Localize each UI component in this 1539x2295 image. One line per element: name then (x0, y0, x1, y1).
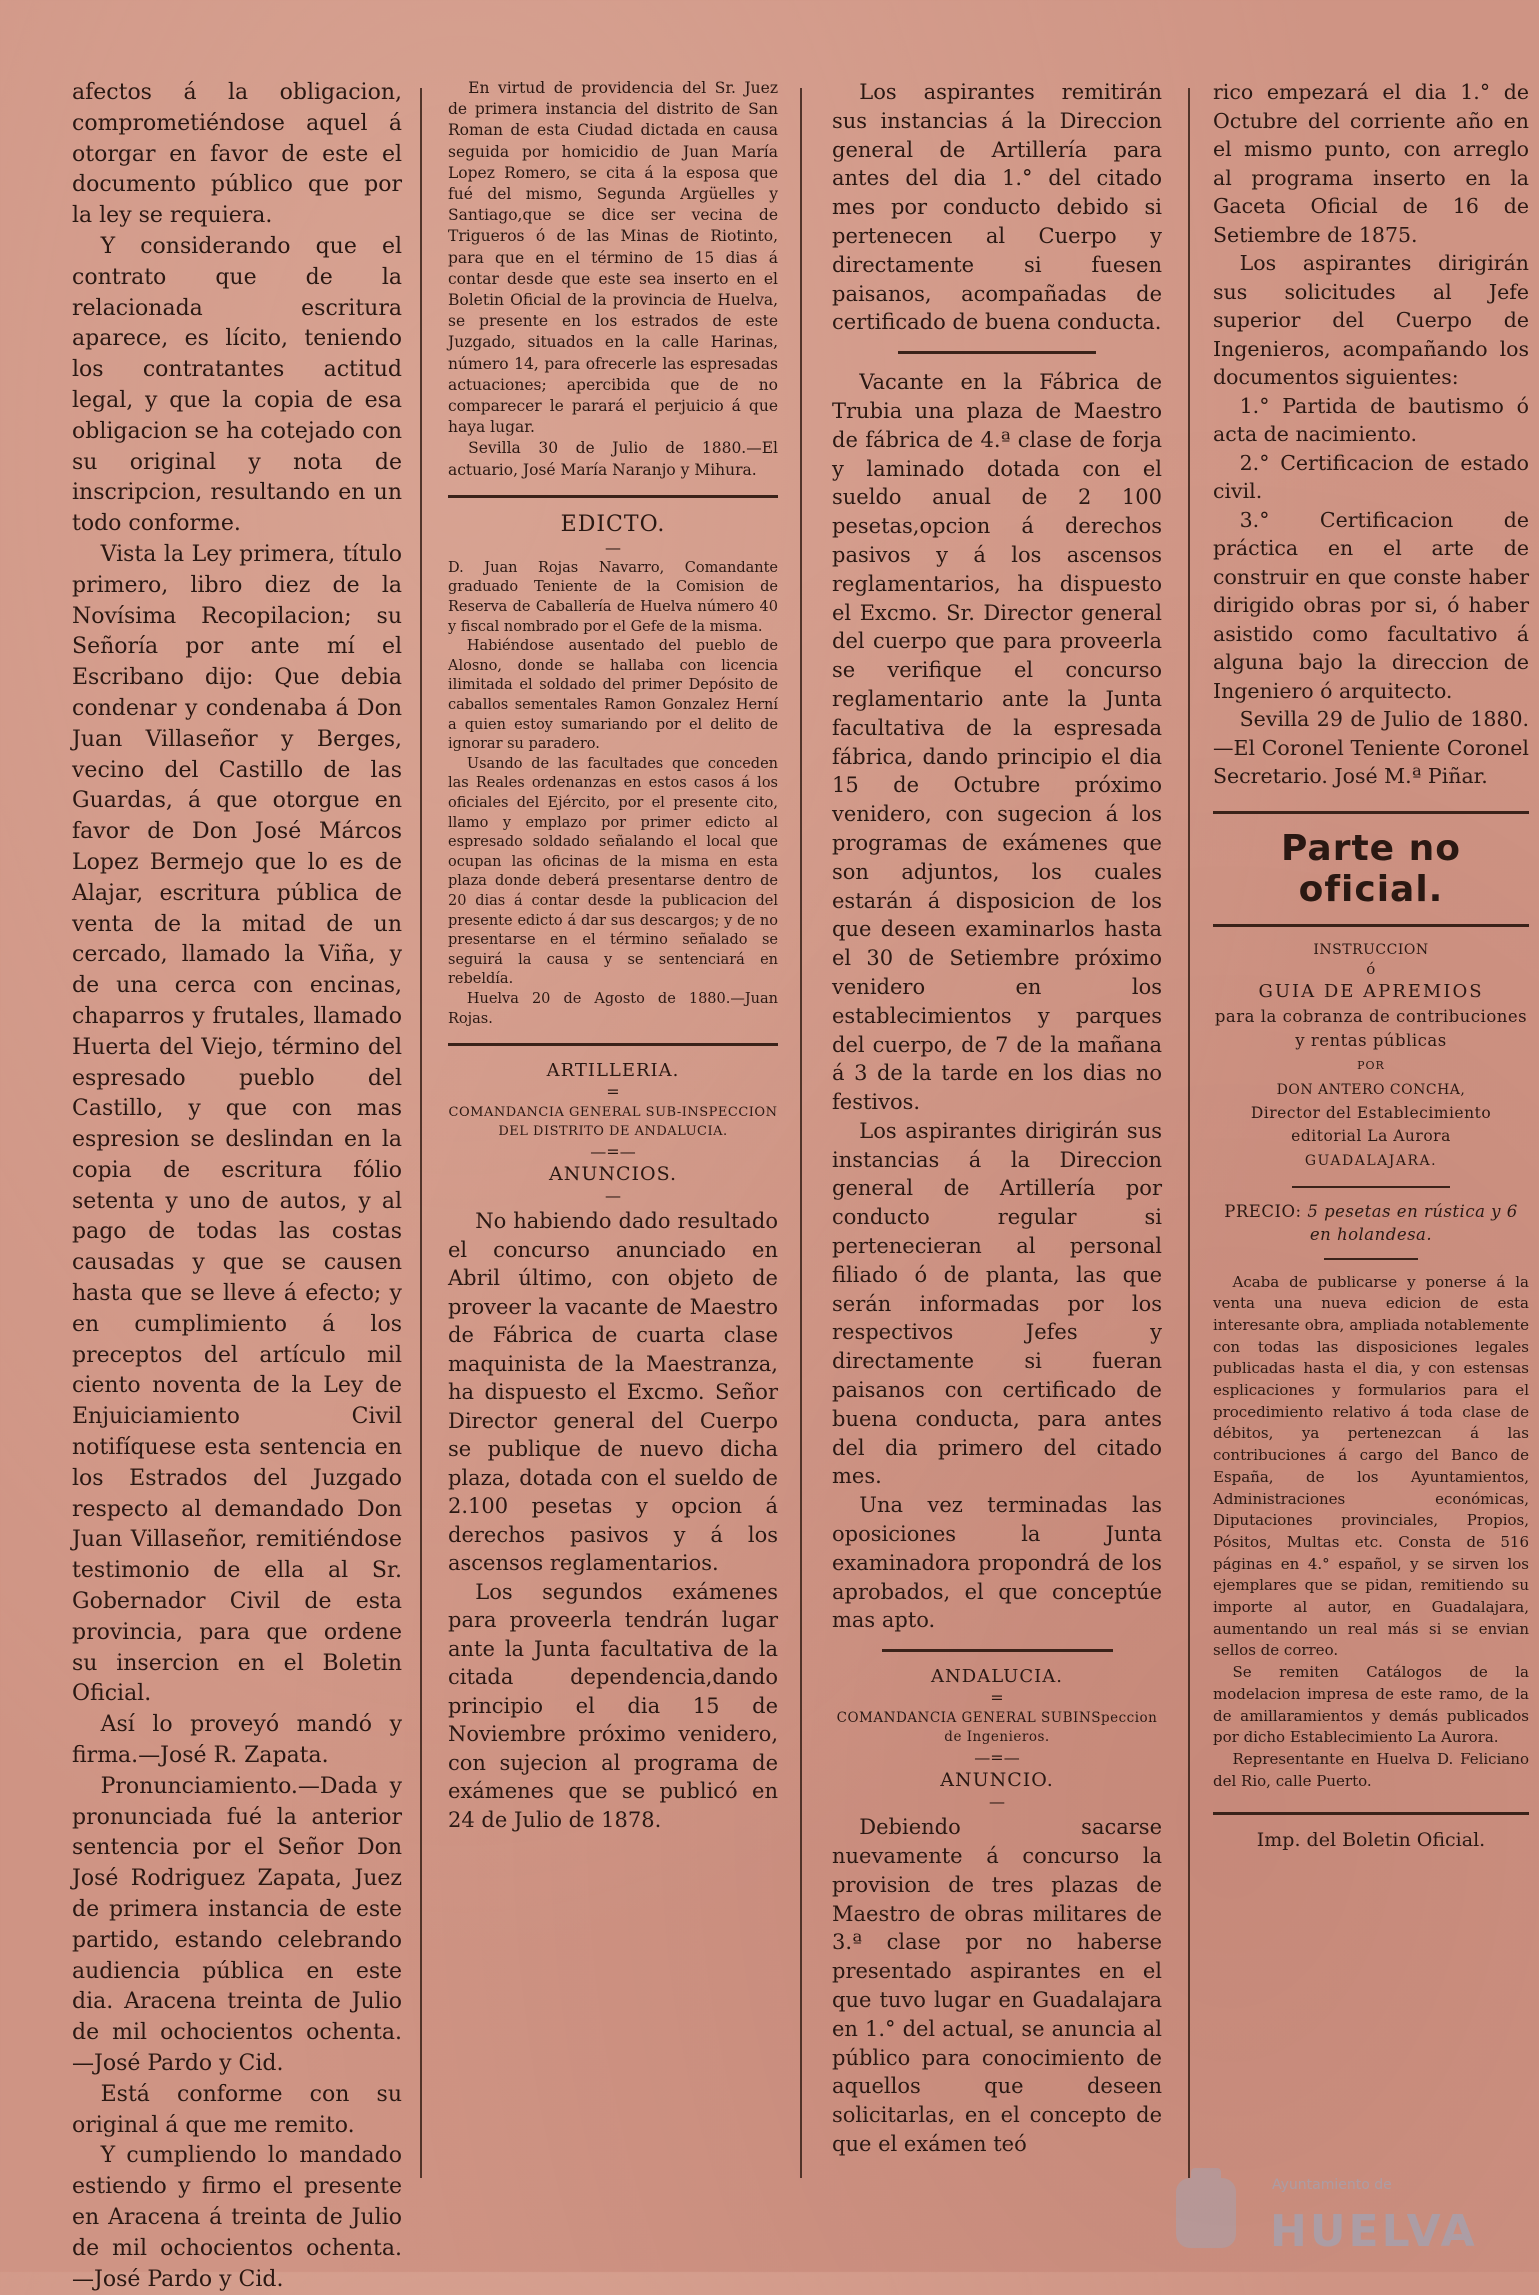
list-item: 2.° Certificacion de estado civil. (1213, 450, 1529, 503)
paragraph: afectos á la obligacion, comprometiéndose aquel á otorgar en favor de este el documento público que por la ley se requiera. (72, 80, 402, 229)
list-item: 3.° Certificacion de práctica en el arte de construir en que conste haber dirigido obras por si, ó haber asistido como facultativo á alguna bajo la direccion de Ingeniero ó arquitecto. (1213, 507, 1529, 703)
book-title-line: INSTRUCCION (1313, 941, 1429, 958)
paragraph: Huelva 20 de Agosto de 1880.—Juan Rojas. (448, 990, 778, 1027)
paragraph: Así lo proveyó mandó y firma.—José R. Zapata. (72, 1712, 402, 1769)
divider (1292, 1186, 1450, 1188)
column-rule-1 (420, 88, 422, 2178)
city: GUADALAJARA. (1304, 1152, 1438, 1169)
book-title-line: ó (1366, 959, 1376, 978)
paragraph: D. Juan Rojas Navarro, Comandante graduado Teniente de la Comision de Reserva de Caballería de Huelva número 40 y fiscal nombrado por el Gefe de la misma. (448, 559, 778, 635)
price-value: 5 pesetas en rústica y 6 en holandesa. (1307, 1201, 1518, 1244)
divider (1213, 1812, 1529, 1815)
divider (1324, 1258, 1419, 1260)
paragraph: Habiéndose ausentado del pueblo de Alosno, donde se hallaba con licencia ilimitada el soldado del primer Depósito de caballos sementales Ramon Gonzalez Herní a quien estoy sumariando por el delito de ignorar su paradero. (448, 638, 778, 753)
book-title: GUIA DE APREMIOS (1258, 980, 1484, 1002)
divider-dash: = (606, 1082, 620, 1102)
paragraph: Los segundos exámenes para proveerla tendrán lugar ante la Junta facultativa de la citada dependencia,dando principio el dia 15 de Noviembre próximo venidero, con sujecion al programa de exámenes que se publicó en 24 de Julio de 1878. (448, 1579, 778, 1832)
section-title: ARTILLERIA. (546, 1060, 680, 1082)
watermark-name: HUELVA (1270, 2206, 1478, 2257)
divider (1213, 811, 1529, 814)
paragraph: Y cumpliendo lo mandado estiendo y firmo el presente en Aracena á treinta de Julio de mil ochocientos ochenta.—José Pardo y Cid. (72, 2143, 402, 2292)
printer-line: Imp. del Boletin Oficial. (1256, 1829, 1486, 1852)
paragraph: Representante en Huelva D. Feliciano del Rio, calle Puerto. (1213, 1749, 1529, 1790)
paragraph: Usando de las facultades que conceden las Reales ordenanzas en estos casos á los oficiales del Ejército, por el presente cito, llamo y emplazo por primer edicto al espresado soldado señalando el local que ocupan las oficinas de la misma en esta plaza donde deberá presentarse dentro de 20 dias á contar desde la publicacion del presente edicto á dar sus descargos; y de no presentarse en el término señalado se seguirá la causa y se sentenciará en rebeldía. (448, 755, 778, 988)
divider (1213, 924, 1529, 927)
paragraph: rico empezará el dia 1.° de Octubre del corriente año en el mismo punto, con arreglo al programa inserto en la Gaceta Oficial de 16 de Setiembre de 1875. (1213, 80, 1529, 247)
by-line: POR (1357, 1058, 1385, 1072)
price-label: PRECIO: (1224, 1201, 1302, 1221)
paragraph: Se remiten Catálogos de la modelacion impresa de este ramo, de la de amillaramientos y demás publicados por dicho Establecimiento La Aurora. (1213, 1663, 1529, 1747)
divider-dash: = (990, 1688, 1004, 1708)
divider-dash: —=— (974, 1748, 1020, 1768)
paragraph: Y considerando que el contrato que de la relacionada escritura aparece, es lícito, teniendo los contratantes actitud legal, y que la copia de esa obligacion se ha cotejado con su original y nota de inscripcion, resultando en un todo conforme. (72, 233, 402, 537)
column-3 (832, 78, 1162, 2159)
paragraph: Sevilla 30 de Julio de 1880.—El actuario, José María Naranjo y Mihura. (448, 439, 778, 479)
book-title-line: para la cobranza de contribuciones (1214, 1006, 1528, 1026)
paragraph: No habiendo dado resultado el concurso anunciado en Abril último, con objeto de proveer la vacante de Maestro de Fábrica de cuarta clase maquinista de la Maestranza, ha dispuesto el Excmo. Señor Director general del Cuerpo se publique de nuevo dicha plaza, dotada con el sueldo de 2.100 pesetas y opcion á derechos pasivos y á los ascensos reglamentarios. (448, 1209, 778, 1576)
column-rule-3 (1188, 88, 1190, 2178)
column-1 (72, 78, 402, 2295)
divider (448, 495, 778, 498)
price (1213, 1200, 1529, 1246)
paragraph: Vacante en la Fábrica de Trubia una plaza de Maestro de fábrica de 4.ª clase de forja y laminado dotada con el sueldo anual de 2 100 pesetas,opcion á derechos pasivos y á los ascensos reglamentarios, ha dispuesto el Excmo. Sr. Director general del cuerpo que para proveerla se verifique el concurso reglamentario ante la Junta facultativa de la espresada fábrica, dando principio el dia 15 de Octubre próximo venidero, con sugecion á los programas de exámenes que son adjuntos, los cuales estarán á disposicion de los que deseen examinarlos hasta el 30 de Setiembre próximo venidero en los establecimientos y parques del cuerpo, de 7 de la mañana á 3 de la tarde en los dias no festivos. (832, 370, 1162, 1115)
author-title: Director del Establecimiento editorial La Aurora (1250, 1103, 1492, 1145)
watermark-caption: Ayuntamiento de (1272, 2177, 1392, 2193)
column-rule-2 (800, 88, 802, 2178)
list-item: 1.° Partida de bautismo ó acta de nacimiento. (1213, 393, 1529, 446)
paragraph: En virtud de providencia del Sr. Juez de primera instancia del distrito de San Roman de esta Ciudad dictada en causa seguida por homicidio de Juan María Lopez Romero, se cita á la esposa que fué del mismo, Segunda Argüelles y Santiago,que se dice ser vecina de Trigueros ó de las Minas de Riotinto, para que en el término de 15 dias á contar desde que este sea inserto en el Boletin Oficial de la provincia de Huelva, se presente en los estrados de este Juzgado, situados en la calle Harinas, número 14, para ofrecerle las espresadas actuaciones; apercibida que de no comparecer le parará el perjuicio á que haya lugar. (448, 79, 778, 437)
column-2 (448, 78, 778, 1834)
paragraph: Vista la Ley primera, título primero, libro diez de la Novísima Recopilacion; su Señoría por ante mí el Escribano dijo: Que debia condenar y condenaba á Don Juan Villaseñor y Berges, vecino del Castillo de las Guardas, á que otorgue en favor de Don José Márcos Lopez Bermejo que lo es de Alajar, escritura pública de venta de la mitad de un cercado, llamado la Viña, y de una cerca con encinas, chaparros y frutales, llamado Huerta del Viejo, término del espresado pueblo del Castillo, y que con mas espresion se deslindan en la copia de escritura fólio setenta y uno de autos, y al pago de todas las costas causadas y que se causen hasta que se lleve á efecto; y en cumplimiento á los preceptos del artículo mil ciento noventa de la Ley de Enjuiciamiento Civil notifíquese esta sentencia en los Estrados del Juzgado respecto al demandado Don Juan Villaseñor, remitiéndose testimonio de ella al Sr. Gobernador Civil de esta provincia, para que ordene su insercion en el Boletin Oficial. (72, 541, 402, 1707)
divider (898, 351, 1096, 354)
paragraph: Una vez terminadas las oposiciones la Junta examinadora propondrá de los aprobados, el que conceptúe mas apto. (832, 1493, 1162, 1633)
paragraph: Pronunciamiento.—Dada y pronunciada fué la anterior sentencia por el Señor Don José Rodriguez Zapata, Juez de primera instancia de este partido, estando celebrando audiencia pública en este dia. Aracena treinta de Julio de mil ochocientos ochenta.—José Pardo y Cid. (72, 1773, 402, 2076)
paragraph: Los aspirantes remitirán sus instancias á la Direccion general de Artillería para antes del dia 1.° del citado mes por conducto debido si pertenecen al Cuerpo y directamente si fuesen paisanos, acompañadas de certificado de buena conducta. (832, 80, 1162, 335)
section-title: EDICTO. (560, 511, 666, 537)
section-title: ANUNCIOS. (549, 1163, 677, 1186)
author-name: DON ANTERO CONCHA, (1276, 1081, 1466, 1098)
divider-dash: —=— (590, 1142, 636, 1162)
paragraph: Sevilla 29 de Julio de 1880. —El Coronel Teniente Coronel Secretario. José M.ª Piñar. (1213, 707, 1529, 788)
column-4 (1213, 78, 1529, 1851)
section-title: ANUNCIO. (940, 1769, 1054, 1792)
book-title-line: y rentas públicas (1295, 1030, 1447, 1050)
divider (448, 1043, 778, 1046)
divider-dash: — (989, 1792, 1005, 1812)
paragraph: Está conforme con su original á que me remito. (72, 2081, 402, 2138)
section-subtitle: COMANDANCIA GENERAL SUBINSpeccion de Ingenieros. (836, 1710, 1158, 1746)
section-title: ANDALUCIA. (931, 1666, 1063, 1688)
section-heading: Parte no oficial. (1281, 827, 1461, 910)
paragraph: Debiendo sacarse nuevamente á concurso la provision de tres plazas de Maestro de obras militares de 3.ª clase por no haberse presentado aspirantes en el que tuvo lugar en Guadalajara en 1.° del actual, se anuncia al público para conocimiento de aquellos que deseen solicitarlas, en el concepto de que el exámen teó (832, 1815, 1162, 2156)
paragraph: Los aspirantes dirigirán sus instancias á la Direccion general de Artillería por conducto regular si pertenecieran al personal filiado ó de planta, las que serán informadas por los respectivos Jefes y directamente si fueran paisanos con certificado de buena conducta, para antes del dia primero del citado mes. (832, 1118, 1162, 1489)
divider-dash: — (605, 537, 621, 557)
divider-dash: — (605, 1186, 621, 1206)
divider (882, 1649, 1113, 1652)
paragraph: Acaba de publicarse y ponerse á la venta una nueva edicion de esta interesante obra, ampliada notablemente con todas las disposiciones legales publicadas hasta el dia, y con estensas esplicaciones y formularios para el procedimiento relativo á toda clase de débitos, ya pertenezcan á las contribuciones á cargo del Banco de España, de los Ayuntamientos, Administraciones económicas, Diputaciones provinciales, Propios, Pósitos, Multas etc. Consta de 516 páginas en 4.° español, y se sirven los ejemplares que se pidan, remitiendo su importe al autor, en Guadalajara, aumentando un real más si se envian sellos de correo. (1213, 1272, 1529, 1660)
section-subtitle: COMANDANCIA GENERAL SUB-INSPECCION DEL DISTRITO DE ANDALUCIA. (448, 1105, 778, 1140)
paragraph: Los aspirantes dirigirán sus solicitudes al Jefe superior del Cuerpo de Ingenieros, acompañando los documentos siguientes: (1213, 251, 1529, 389)
